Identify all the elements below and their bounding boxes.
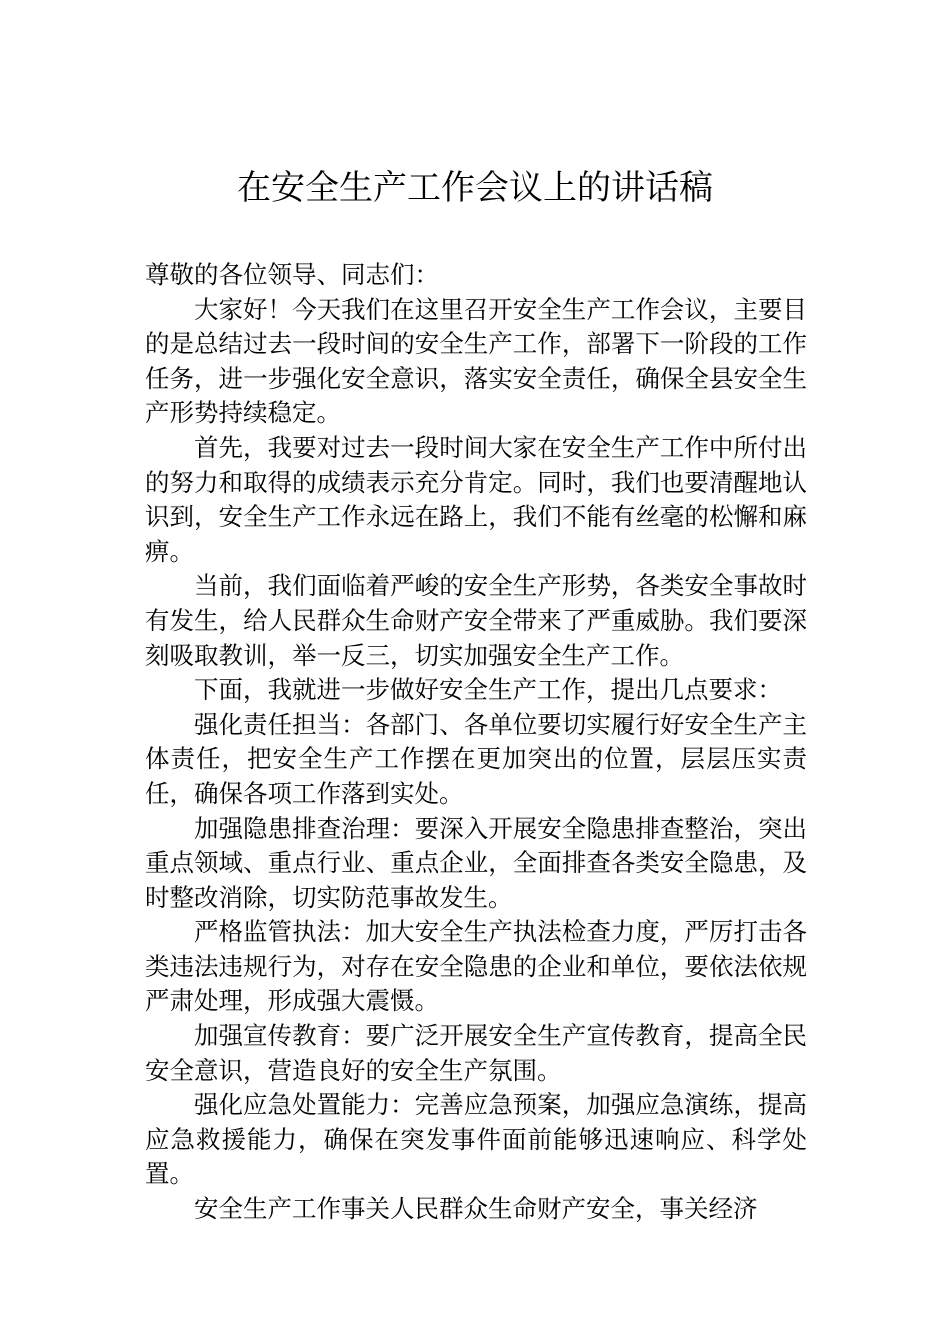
paragraph-acknowledgement: 首先，我要对过去一段时间大家在安全生产工作中所付出的努力和取得的成绩表示充分肯定。同时，我们也要清醒地认识到，安全生产工作永远在路上，我们不能有丝毫的松懈和麻痹。: [145, 432, 807, 566]
document-body: [145, 258, 807, 1227]
paragraph-emergency: 强化应急处置能力：完善应急预案，加强应急演练，提高应急救援能力，确保在突发事件面前能够迅速响应、科学处置。: [145, 1090, 807, 1189]
paragraph-opening: 大家好！今天我们在这里召开安全生产工作会议，主要目的是总结过去一段时间的安全生产工作，部署下一阶段的工作任务，进一步强化安全意识，落实安全责任，确保全县安全生产形势持续稳定。: [145, 294, 807, 428]
paragraph-responsibility: 强化责任担当：各部门、各单位要切实履行好安全生产主体责任，把安全生产工作摆在更加突出的位置，层层压实责任，确保各项工作落到实处。: [145, 709, 807, 808]
paragraph-requirements-intro: 下面，我就进一步做好安全生产工作，提出几点要求：: [194, 675, 782, 705]
paragraph-closing: 安全生产工作事关人民群众生命财产安全，事关经济: [194, 1194, 758, 1224]
salutation: 尊敬的各位领导、同志们：: [145, 260, 439, 289]
document-title: 在安全生产工作会议上的讲话稿: [237, 168, 713, 208]
paragraph-current-situation: 当前，我们面临着严峻的安全生产形势，各类安全事故时有发生，给人民群众生命财产安全带来了严重威胁。我们要深刻吸取教训，举一反三，切实加强安全生产工作。: [145, 571, 807, 670]
paragraph-supervision: 严格监管执法：加大安全生产执法检查力度，严厉打击各类违法违规行为，对存在安全隐患的企业和单位，要依法依规严肃处理，形成强大震慑。: [145, 917, 807, 1016]
paragraph-hazard-inspection: 加强隐患排查治理：要深入开展安全隐患排查整治，突出重点领域、重点行业、重点企业，全面排查各类安全隐患，及时整改消除，切实防范事故发生。: [145, 813, 807, 912]
paragraph-publicity: 加强宣传教育：要广泛开展安全生产宣传教育，提高全民安全意识，营造良好的安全生产氛围。: [145, 1021, 807, 1085]
